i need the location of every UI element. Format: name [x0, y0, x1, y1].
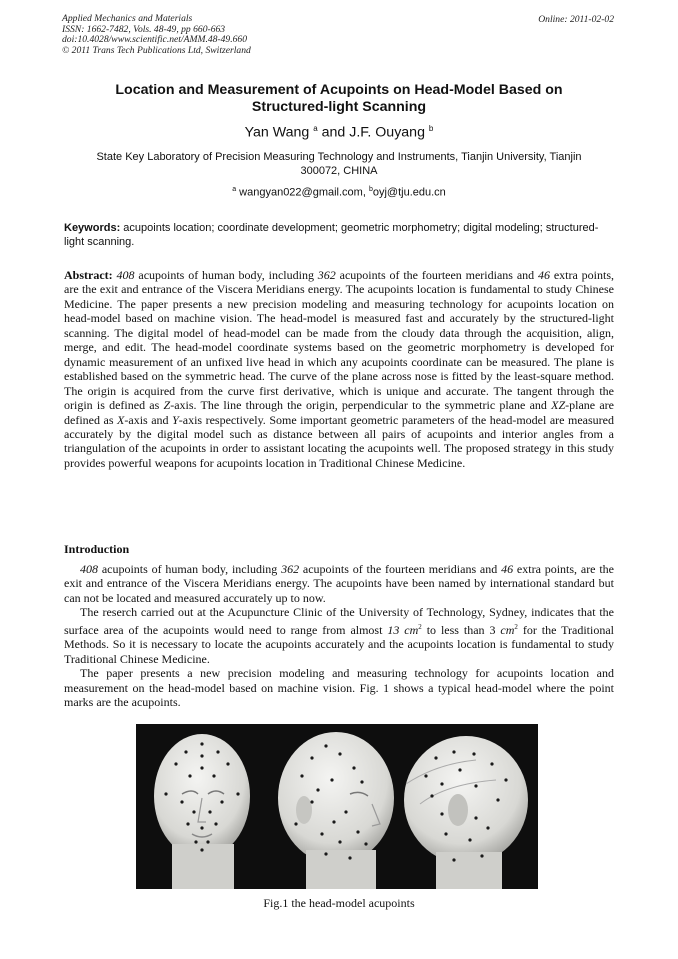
title-line-2: Structured-light Scanning [251, 99, 427, 115]
abstract-text-3: extra points, are the exit and entrance of the Viscera Meridians energy. The acupoints location is fundamental to study Chinese Medicine. The paper presents a new precision modeling and measuring technology for acupoints location on head-model based on machine vision. The head-model is measured fast and accurately by the structured-light scanning. The digital model of head-model can be made from the cloudy data through the acquisition, align, merge, and edit. The head-model coordinate systems based on the geometric morphometry is developed for dynamic measurement of an unfixed live head in which any acupoints coordinate can be measured. The plane is established based on the symmetric head. The curve of the plane across nose is fitted by the least-square method. The origin is acquired from the curve first derivative, which is unique and accurate. The tangent through the origin is defined as [64, 268, 615, 413]
introduction-heading: Introduction [64, 542, 130, 556]
emails [64, 186, 614, 199]
abstract-num-46: 46 [538, 268, 550, 282]
author-and: and [317, 124, 350, 141]
intro-paragraph-3: The paper presents a new precision modeling and measuring technology for acupoints location and measurement on the head-model based on machine vision. Fig. 1 shows a typical head-model where the point marks are the acupoints. [64, 666, 614, 710]
journal-header [62, 14, 251, 56]
abstract-text-1: acupoints of human body, including [134, 268, 318, 282]
abstract-text-6: -axis and [124, 412, 173, 427]
email-sep: , [362, 186, 369, 199]
intro-p2-text-2: to less than 3 [421, 622, 501, 637]
affiliation [64, 150, 614, 178]
intro-p1-text-1: acupoints of human body, including [98, 562, 282, 576]
author-1: Yan Wang [244, 124, 310, 141]
authors [64, 124, 614, 141]
email-a[interactable]: wangyan022@gmail.com [239, 186, 363, 199]
intro-p1-text-3: extra points, are the exit and entrance of the Viscera Meridians energy. The acupoints have been named by international standard but can not be located and measured accurately up to now. [64, 562, 614, 605]
intro-area-1-sup: 2 [418, 622, 422, 631]
paper-title [64, 82, 614, 116]
abstract-num-408: 408 [116, 268, 135, 282]
author-2: J.F. Ouyang [349, 124, 425, 141]
abstract-num-362: 362 [317, 268, 336, 282]
author-1-sup: a [313, 124, 318, 133]
online-date: Online: 2011-02-02 [538, 14, 614, 25]
abstract-text-7: -axis respectively. Some important geometric parameters of the head-model are measured accurately by the digital model such as distance between all pairs of acupoints and interior angles from a triangulation of the acupoints in order to assistant locating the acupoints well. The proposed strategy in this study provides powerful weapons for acupoints location in Traditional Chinese Medicine. [64, 412, 615, 470]
keywords-text: acupoints location; coordinate development; geometric morphometry; digital modeling; structured-light scanning. [64, 222, 599, 248]
email-b[interactable]: oyj@tju.edu.cn [372, 186, 446, 199]
title-line-1: Location and Measurement of Acupoints on Head-Model Based on [115, 82, 563, 98]
copyright-line: © 2011 Trans Tech Publications Ltd, Switzerland [62, 44, 251, 56]
abstract-text-4: -axis. The line through the origin, perpendicular to the symmetric plane and [170, 398, 552, 413]
affiliation-line-2: 300072, CHINA [300, 165, 378, 178]
abstract-text-5: -plane are defined as [64, 398, 614, 427]
intro-num-362: 362 [281, 562, 300, 576]
figure-head-models [136, 724, 538, 889]
introduction-body [64, 562, 614, 710]
journal-name: Applied Mechanics and Materials [62, 13, 193, 24]
head-model-three-quarter [278, 732, 394, 889]
abstract-z-axis: Z [163, 398, 171, 413]
abstract-label: Abstract: [64, 268, 113, 282]
intro-paragraph-2 [64, 605, 614, 666]
intro-area-2: cm [500, 622, 515, 637]
abstract-x-axis: X [117, 412, 125, 427]
intro-p1-text-2: acupoints of the fourteen meridians and [299, 562, 502, 576]
email-a-sup: a [232, 186, 237, 193]
intro-num-408: 408 [80, 562, 98, 576]
intro-p2-text-1: The reserch carried out at the Acupuncture Clinic of the University of Technology, Sydney, indicates that the surface area of the acupoints would need to range from almost [64, 605, 614, 637]
figure-caption: Fig.1 the head-model acupoints [263, 896, 415, 910]
issn-line: ISSN: 1662-7482, Vols. 48-49, pp 660-663 [62, 23, 226, 35]
intro-p2-text-3: for the Traditional Methods. So it is necessary to locate the acupoints accurately and the acupoints location is fundamental to study Traditional Chinese Medicine. [64, 622, 614, 666]
abstract-xz-plane: XZ [551, 398, 566, 413]
head-model-side [404, 736, 528, 889]
intro-paragraph-1 [64, 562, 614, 605]
abstract [64, 268, 614, 470]
head-models-illustration [136, 724, 538, 889]
abstract-text-2: acupoints of the fourteen meridians and [335, 268, 538, 282]
intro-area-2-sup: 2 [514, 622, 518, 631]
keywords [64, 221, 614, 249]
intro-num-46: 46 [501, 562, 514, 576]
intro-area-1: 13 cm [387, 622, 419, 637]
doi-line: doi:10.4028/www.scientific.net/AMM.48-49.660 [62, 34, 248, 46]
head-model-front [154, 734, 250, 889]
author-2-sup: b [428, 124, 434, 133]
keywords-label: Keywords: [64, 222, 121, 234]
affiliation-line-1: State Key Laboratory of Precision Measuring Technology and Instruments, Tianjin University, Tianjin [96, 151, 582, 163]
abstract-y-axis: Y [172, 412, 179, 427]
email-b-sup: b [368, 186, 373, 193]
